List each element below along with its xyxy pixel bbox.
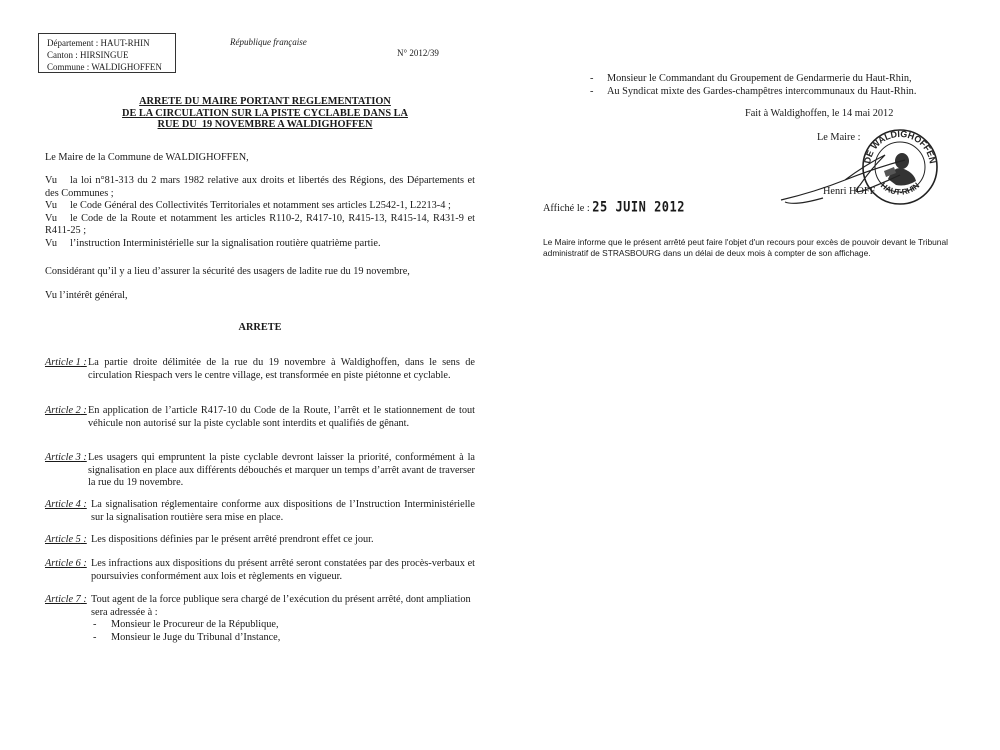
commune-line: Commune : WALDIGHOFFEN xyxy=(47,62,162,72)
ampliation-text: Monsieur le Procureur de la République, xyxy=(111,619,279,630)
article-separator: : xyxy=(80,558,87,569)
departement-line: Département : HAUT-RHIN xyxy=(47,38,150,48)
article-separator: : xyxy=(80,534,87,545)
article-label: Article 1 xyxy=(45,357,81,368)
fait-a-line: Fait à Waldighoffen, le 14 mai 2012 xyxy=(745,108,894,119)
vu-text: le Code de la Route et notamment les articles R110-2, R417-10, R415-13, R415-14, R431-9 et R411-25 ; xyxy=(45,212,475,236)
title-line: ARRETE DU MAIRE PORTANT REGLEMENTATION xyxy=(139,96,391,107)
article-1 xyxy=(45,357,475,382)
arrete-heading: ARRETE xyxy=(238,322,282,333)
interet-clause: Vu l’intérêt général, xyxy=(45,290,128,301)
article-separator: : xyxy=(80,452,87,463)
article-body: Tout agent de la force publique sera chargé de l’exécution du présent arrêté, dont ampliation sera adressée à : xyxy=(91,594,471,618)
ampliation-text: Au Syndicat mixte des Gardes-champêtres intercommunaux du Haut-Rhin. xyxy=(607,86,917,97)
article-text xyxy=(88,357,475,382)
article-body: La signalisation réglementaire conforme aux dispositions de l’Instruction Interministérielle sur la signalisation routière sera mise en place. xyxy=(91,499,475,523)
article-text xyxy=(91,499,475,524)
article-label: Article 3 xyxy=(45,452,81,463)
signatory-role: Le Maire : xyxy=(817,132,861,143)
canton-line: Canton : HIRSINGUE xyxy=(47,50,129,60)
article-separator: : xyxy=(80,357,87,368)
vu-key: Vu xyxy=(45,175,57,186)
preamble: Le Maire de la Commune de WALDIGHOFFEN, xyxy=(45,152,249,163)
article-body: Les dispositions définies par le présent arrêté prendront effet ce jour. xyxy=(91,534,374,545)
article-3 xyxy=(45,452,475,490)
vu-clause xyxy=(45,213,475,238)
vu-clause xyxy=(45,238,475,251)
seal-bottom-text: HAUT-RHIN xyxy=(878,180,922,197)
vu-text: l’instruction Interministérielle sur la signalisation routière quatrième partie. xyxy=(70,237,381,249)
signatory-name: Henri HOFF xyxy=(823,186,876,197)
vu-key: Vu xyxy=(45,237,57,249)
article-label: Article 5 xyxy=(45,534,81,545)
article-label: Article 2 xyxy=(45,405,81,416)
vu-clause xyxy=(45,200,475,213)
list-dash: - xyxy=(590,73,594,84)
title-line: DE LA CIRCULATION SUR LA PISTE CYCLABLE DANS LA xyxy=(122,107,408,119)
list-dash: - xyxy=(93,631,97,643)
vu-text: la loi n°81-313 du 2 mars 1982 relative aux droits et libertés des Régions, des Départements et des Communes ; xyxy=(45,175,475,199)
article-text xyxy=(91,558,475,583)
article-label: Article 4 xyxy=(45,499,81,510)
article-separator: : xyxy=(80,499,87,510)
handwritten-signature xyxy=(775,140,915,210)
ampliation-list xyxy=(91,619,475,644)
article-6 xyxy=(45,558,475,583)
article-text xyxy=(91,534,475,547)
ampliation-item xyxy=(590,72,916,85)
ampliation-list-continued xyxy=(590,72,916,98)
article-separator: : xyxy=(80,405,87,416)
document-number: N° 2012/39 xyxy=(397,48,439,58)
affiche-date-stamp: 25 JUIN 2012 xyxy=(592,198,685,216)
ampliation-text: Monsieur le Commandant du Groupement de Gendarmerie du Haut-Rhin, xyxy=(607,73,912,84)
article-2 xyxy=(45,405,475,430)
article-body: En application de l’article R417-10 du Code de la Route, l’arrêt et le stationnement de tout véhicule non autorisé sur la piste cyclable sont interdits et qualifiés de gênant. xyxy=(88,405,475,429)
republique-label: République française xyxy=(230,37,307,47)
article-body: Les usagers qui empruntent la piste cyclable devront laisser la priorité, conformément à la signalisation en place aux différents débouchés et marquer un temps d’arrêt avant de traverser la rue du 19 novembre. xyxy=(88,452,475,488)
document-title xyxy=(40,96,490,131)
ampliation-item xyxy=(91,632,475,645)
title-line: RUE DU 19 NOVEMBRE A WALDIGHOFFEN xyxy=(157,119,373,130)
vu-clauses xyxy=(45,175,475,250)
article-4 xyxy=(45,499,475,524)
article-7 xyxy=(45,594,475,644)
article-text xyxy=(88,405,475,430)
vu-text: le Code Général des Collectivités Territoriales et notamment ses articles L2542-1, L2213-4 ; xyxy=(70,200,451,211)
list-dash: - xyxy=(590,86,594,97)
administrative-info-box xyxy=(38,33,176,73)
article-body: Les infractions aux dispositions du présent arrêté seront constatées par des procès-verbaux et poursuivies conformément aux lois et règlements en vigueur. xyxy=(91,558,475,582)
list-dash: - xyxy=(93,619,97,630)
considerant-clause: Considérant qu’il y a lieu d’assurer la sécurité des usagers de ladite rue du 19 novembre, xyxy=(45,266,410,277)
vu-key: Vu xyxy=(45,212,57,224)
affiche-line xyxy=(543,200,685,214)
article-text xyxy=(88,452,475,490)
ampliation-item xyxy=(590,85,916,98)
ampliation-item xyxy=(91,619,475,632)
article-body: La partie droite délimitée de la rue du 19 novembre à Waldighoffen, dans le sens de circulation Riespach vers le centre village, est transformée en piste piétonne et cyclable. xyxy=(88,357,475,381)
article-text xyxy=(91,594,475,619)
article-label: Article 7 xyxy=(45,594,81,605)
ampliation-text: Monsieur le Juge du Tribunal d’Instance, xyxy=(111,631,281,643)
article-separator: : xyxy=(80,594,87,605)
seal-top-text: DE WALDIGHOFFEN xyxy=(862,128,938,165)
article-label: Article 6 xyxy=(45,558,81,569)
recours-notice: Le Maire informe que le présent arrêté peut faire l'objet d'un recours pour excès de pouvoir devant le Tribunal administratif de STRASBOURG dans un délai de deux mois à compter de son affichage. xyxy=(543,237,948,259)
vu-key: Vu xyxy=(45,200,57,211)
affiche-label: Affiché le : xyxy=(543,203,590,214)
article-5 xyxy=(45,534,475,547)
vu-clause xyxy=(45,175,475,200)
